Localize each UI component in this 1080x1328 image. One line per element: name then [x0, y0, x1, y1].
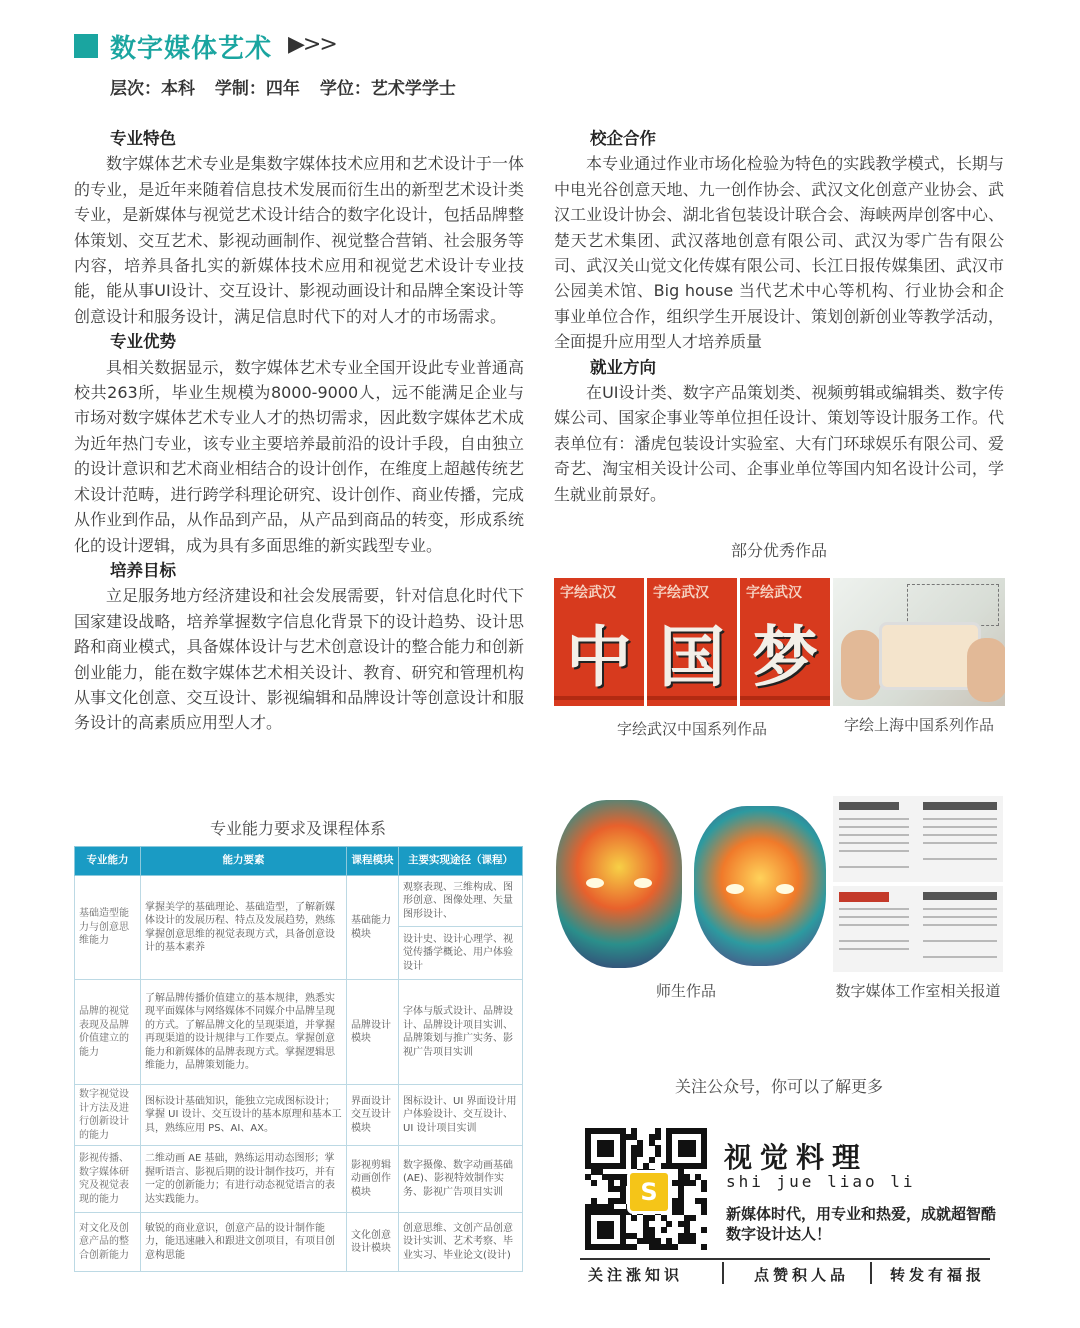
qr-module — [608, 1233, 614, 1239]
features-heading: 专业特色 — [110, 129, 176, 148]
caption-teacher-student: 师生作品 — [655, 982, 716, 1000]
qr-module — [591, 1180, 597, 1186]
poster-top-text: 字绘武汉 — [560, 585, 616, 601]
caption-wuhan: 字绘武汉中国系列作品 — [616, 720, 767, 738]
qr-module — [666, 1221, 672, 1227]
career-heading: 就业方向 — [590, 357, 656, 377]
advantages-heading: 专业优势 — [110, 332, 176, 352]
brand-name: 视觉料理 — [724, 1141, 869, 1174]
qr-module — [631, 1215, 637, 1221]
table-row — [75, 980, 523, 1085]
footer-divider — [580, 1258, 990, 1260]
brand-logo-icon: S — [627, 1170, 671, 1214]
degree-type-info: 学位：艺术学学士 — [319, 79, 456, 99]
courses-cell: 数字摄像、数字动画基础(AE)、影视特效制作实务、影视广告项目实训 — [399, 1146, 523, 1213]
goals-heading: 培养目标 — [110, 560, 176, 580]
tiger-artwork — [694, 806, 826, 966]
table-row — [75, 1213, 523, 1272]
poster-top-text: 字绘武汉 — [746, 585, 802, 601]
duration-info: 学制：四年 — [214, 79, 300, 99]
career-text: 在UI设计类、数字产品策划类、视频剪辑或编辑类、数字传媒公司、国家企事业等单位担任设计、策划等设计服务工作。代表单位有：潘虎包装设计实验室、大有门环球娱乐有限公司、爱奇艺、淘宝相关设计公司、企事业单位等国内知名设计公司，学生就业前景好。 — [554, 383, 1004, 504]
poster-image — [740, 578, 830, 706]
title-marker — [74, 34, 98, 58]
dragon-artwork — [556, 800, 682, 968]
poster-character: 中 — [566, 618, 632, 696]
table-title: 专业能力要求及课程体系 — [209, 819, 386, 838]
qr-module — [701, 1186, 707, 1192]
column-header: 专业能力 — [75, 847, 141, 876]
qr-module — [690, 1151, 696, 1157]
poster-character: 国 — [659, 618, 725, 696]
module-cell: 界面设计交互设计模块 — [347, 1085, 399, 1146]
follow-action[interactable]: 关注涨知识 — [588, 1266, 684, 1284]
qr-module — [649, 1157, 655, 1163]
qr-module — [701, 1227, 707, 1233]
ability-cell: 数字视觉设计方法及进行创新设计的能力 — [75, 1085, 141, 1146]
ability-cell: 对文化及创意产品的整合创新能力 — [75, 1213, 141, 1272]
qr-code[interactable] — [585, 1128, 707, 1250]
advantages-text: 具相关数据显示，数字媒体艺术专业全国开设此专业普通高校共263所，毕业生规模为8000-9000人，远不能满足企业与市场对数字媒体艺术专业人才的热切需求，因此数字媒体艺术成为近年热门专业，该专业主要培养最前沿的设计手段，自由独立的设计意识和艺术商业相结合的设计创作，在维度上超越传统艺术设计范畴，进行跨学科理论研究、设计创作、商业传播，完成从作业到作品，从作品到产品，从产品到商品的转变，形成系统化的设计逻辑，成为具有多面思维的新实践型专业。 — [74, 357, 524, 555]
arrow-right-icon: ▶>> — [288, 32, 336, 57]
caption-press: 数字媒体工作室相关报道 — [835, 982, 1001, 1000]
column-header: 能力要素 — [141, 847, 347, 876]
share-action[interactable]: 转发有福报 — [890, 1266, 986, 1284]
like-action[interactable]: 点赞积人品 — [754, 1266, 850, 1284]
gallery-heading: 部分优秀作品 — [730, 541, 827, 560]
elements-cell: 掌握美学的基础理论、基础造型，了解新媒体设计的发展历程、特点及发展趋势，熟练掌握创意思维的视觉表现方式，具备创意设计的基本素养 — [141, 876, 347, 980]
table-row — [75, 1085, 523, 1146]
ability-cell: 品牌的视觉表现及品牌价值建立的能力 — [75, 980, 141, 1085]
elements-cell: 图标设计基础知识，能独立完成图标设计；掌握 UI 设计、交互设计的基本原理和基本工具，熟练应用 PS、AI、AX。 — [141, 1085, 347, 1146]
ability-cell: 基础造型能力与创意思维能力 — [75, 876, 141, 980]
elements-cell: 二维动画 AE 基础，熟练运用动态图形；掌握听语言、影视后期的设计制作技巧，并有一定的创新能力；有进行动态视觉语言的表达实践能力。 — [141, 1146, 347, 1213]
table-row — [75, 876, 523, 927]
qr-module — [620, 1163, 626, 1169]
qr-module — [672, 1244, 678, 1250]
follow-heading: 关注公众号，你可以了解更多 — [674, 1077, 883, 1096]
qr-module — [690, 1180, 696, 1186]
module-cell: 基础能力模块 — [347, 876, 399, 980]
module-cell: 品牌设计模块 — [347, 980, 399, 1085]
shanghai-phone-photo — [833, 578, 1005, 706]
qr-module — [649, 1215, 655, 1221]
poster-image — [647, 578, 737, 706]
table-row — [75, 1146, 523, 1213]
brand-pinyin: shi jue liao li — [726, 1172, 916, 1191]
degree-info — [110, 74, 470, 99]
poster-top-text: 字绘武汉 — [653, 585, 709, 601]
elements-cell: 了解品牌传播价值建立的基本规律，熟悉实现平面媒体与网络媒体不同媒介中品牌呈现的方式。了解品牌文化的呈现渠道，并掌握再现渠道的设计规律与工作要点。掌握创意能力和新媒体的品牌表现方式。掌握逻辑思维能力，品牌策划能力。 — [141, 980, 347, 1085]
ability-cell: 影视传播、数字媒体研究及视觉表现的能力 — [75, 1146, 141, 1213]
qr-module — [637, 1151, 643, 1157]
module-cell: 影视剪辑动画创作模块 — [347, 1146, 399, 1213]
qr-module — [655, 1134, 661, 1140]
page-title: 数字媒体艺术 — [110, 34, 273, 64]
qr-module — [690, 1215, 696, 1221]
courses-cell: 创意思维、文创产品创意设计实训、艺术考察、毕业实习、毕业论文(设计) — [399, 1213, 523, 1272]
poster-image — [554, 578, 644, 706]
newspaper-clipping — [833, 796, 1003, 882]
qr-module — [701, 1209, 707, 1215]
qr-module — [608, 1151, 614, 1157]
qr-module — [690, 1238, 696, 1244]
course-table — [74, 846, 522, 1272]
cooperation-heading: 校企合作 — [590, 129, 656, 148]
brand-slogan: 新媒体时代，用专业和热爱，成就超智酷数字设计达人！ — [726, 1205, 997, 1243]
poster-character: 梦 — [752, 618, 818, 696]
qr-module — [631, 1244, 637, 1250]
module-cell: 文化创意设计模块 — [347, 1213, 399, 1272]
qr-module — [701, 1244, 707, 1250]
column-header: 主要实现途径（课程） — [399, 847, 523, 876]
level-info: 层次：本科 — [110, 79, 195, 99]
column-header: 课程模块 — [347, 847, 399, 876]
elements-cell: 敏锐的商业意识，创意产品的设计制作能力，能迅速融入和跟进文创项目，有项目创意构思能 — [141, 1213, 347, 1272]
goals-text: 立足服务地方经济建设和社会发展需要，针对信息化时代下国家建设战略，培养掌握数字信息化背景下的设计趋势、设计思路和商业模式，具备媒体设计与艺术创意设计的整合能力和创新创业能力，能在数字媒体艺术相关设计、教育、研究和管理机构从事文化创意、交互设计、影视编辑和品牌设计等创意设计和服务设计的高素质应用型人才。 — [74, 586, 524, 733]
right-column — [554, 126, 1004, 507]
features-text: 数字媒体艺术专业是集数字媒体技术应用和艺术设计于一体的专业，是近年来随着信息技术发展而衍生出的新型艺术设计类专业，是新媒体与视觉艺术设计结合的数字化设计，包括品牌整体策划、交互艺术、影视动画制作、视觉整合营销、社会服务等内容，培养具备扎实的新媒体技术应用和视觉艺术设计专业技能，能从事UI设计、交互设计、影视动画设计和品牌全案设计等创意设计和服务设计，满足信息时代下的对人才的市场需求。 — [74, 154, 524, 326]
qr-module — [701, 1163, 707, 1169]
qr-module — [661, 1227, 667, 1233]
courses-cell: 图标设计、UI 界面设计用户体验设计、交互设计、UI 设计项目实训 — [399, 1085, 523, 1146]
newspaper-clipping — [833, 886, 1003, 972]
caption-shanghai: 字绘上海中国系列作品 — [843, 716, 994, 734]
qr-module — [655, 1151, 661, 1157]
courses-cell: 观察表现、三维构成、图形创意、图像处理、矢量图形设计、 — [399, 876, 523, 927]
courses-cell: 字体与版式设计、品牌设计、品牌设计项目实训、品牌策划与推广实务、影视广告项目实训 — [399, 980, 523, 1085]
courses-cell: 设计史、设计心理学、视觉传播学概论、用户体验设计 — [399, 927, 523, 980]
left-column — [74, 126, 524, 736]
cooperation-text: 本专业通过作业市场化检验为特色的实践教学模式，长期与中电光谷创意天地、九一创作协会、武汉文化创意产业协会、武汉工业设计协会、湖北省包装设计联合会、海峡两岸创客中心、楚天艺术集团、武汉落地创意有限公司、武汉为零广告有限公司、武汉关山觉文化传媒有限公司、长江日报传媒集团、武汉市公园美术馆、Big house 当代艺术中心等机构、行业协会和企事业单位合作，组织学生开展设计、策划创新创业等教学活动，全面提升应用型人才培养质量 — [554, 154, 1004, 352]
